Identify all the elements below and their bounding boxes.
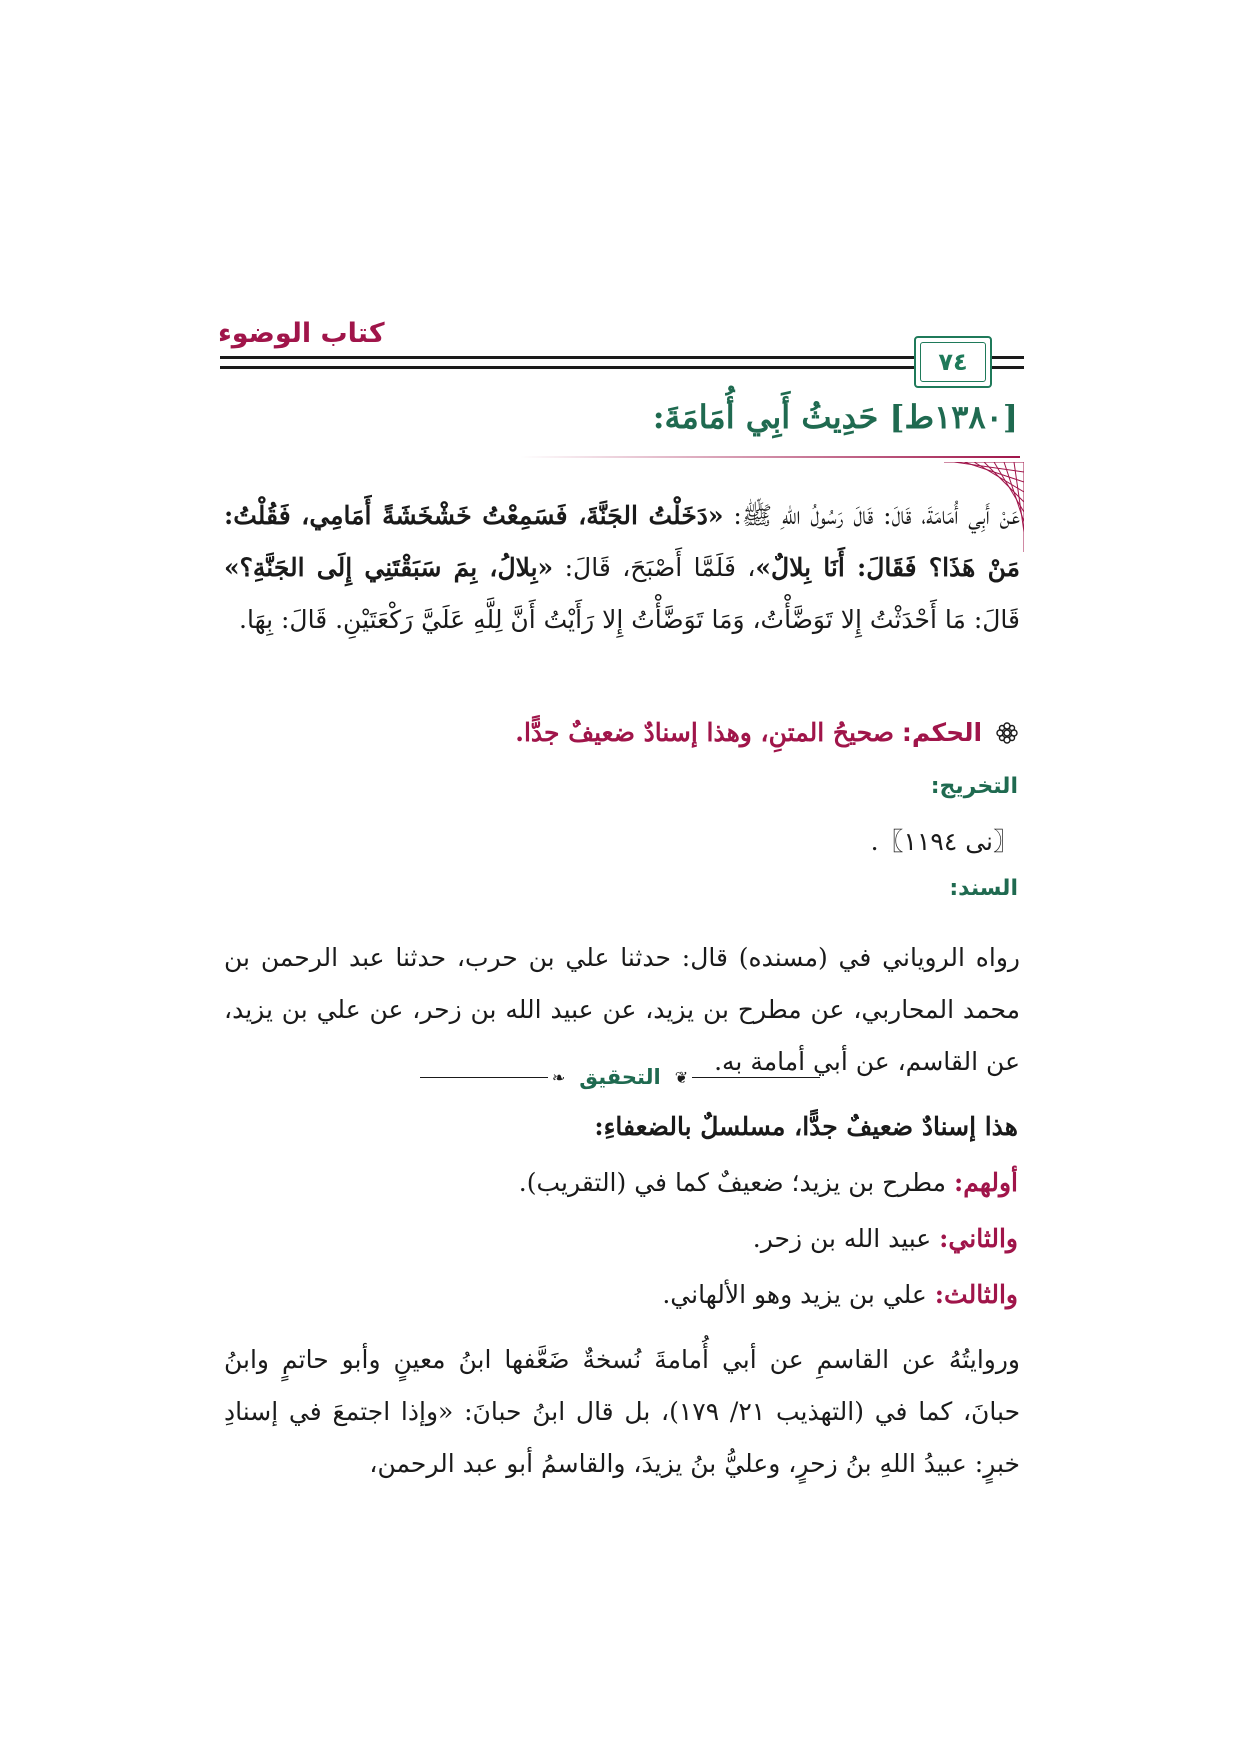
narrator-item <box>519 1168 1018 1197</box>
hadith-text-tail: قَالَ: مَا أَحْدَثْتُ إِلا تَوَضَّأْتُ، وَمَا تَوَضَّأْتُ إِلا رَأَيْتُ أَنَّ لِلَّهِ عَلَيَّ رَكْعَتَيْنِ. قَالَ: بِهَا. <box>239 605 1020 634</box>
tahqiq-heading: التحقيق <box>579 1065 661 1089</box>
narrator-text: علي بن يزيد وهو الألهاني. <box>662 1280 935 1309</box>
page-number-frame <box>914 336 992 388</box>
title-underline <box>520 456 1020 458</box>
narrator-item <box>753 1224 1018 1253</box>
page-number: ٧٤ <box>938 348 968 376</box>
hadith-text-lead: عَنْ أَبِي أُمَامَةَ، قَالَ: قَالَ رَسُولُ اللهِ ﷺ: <box>723 501 1021 530</box>
ruling-line <box>515 718 1018 747</box>
narrator-label: والثالث: <box>934 1280 1018 1309</box>
ruling-value: صحيحُ المتنِ، وهذا إسنادٌ ضعيفٌ جدًّا. <box>515 718 894 747</box>
narrator-label: والثاني: <box>939 1224 1018 1253</box>
hadith-text-mid: ، فَلَمَّا أَصْبَحَ، قَالَ: <box>553 553 756 582</box>
flower-ornament-icon <box>996 722 1018 744</box>
book-title: كتاب الوضوء <box>218 318 385 349</box>
narrator-label: أولهم: <box>953 1168 1018 1197</box>
narrator-text: مطرح بن يزيد؛ ضعيفٌ كما في (التقريب). <box>518 1168 954 1197</box>
takhrij-reference: 〖نى ١١٩٤〗. <box>870 827 1018 856</box>
narrator-item <box>662 1280 1018 1309</box>
hadith-text <box>224 490 1020 646</box>
header-rule <box>990 366 1024 369</box>
tahqiq-intro: هذا إسنادٌ ضعيفٌ جدًّا، مسلسلٌ بالضعفاءِ: <box>594 1112 1018 1141</box>
narrator-text: عبيد الله بن زحر. <box>752 1224 940 1253</box>
header-rule <box>990 356 1024 359</box>
sanad-heading: السند: <box>949 876 1018 901</box>
takhrij-heading: التخريج: <box>930 774 1018 799</box>
sanad-text: رواه الروياني في (مسنده) قال: حدثنا علي بن حرب، حدثنا عبد الرحمن بن محمد المحاربي، عن مطرح بن يزيد، عن عبيد الله بن زحر، عن علي بن يزيد، عن القاسم، عن أبي أمامة به. <box>224 943 1020 1076</box>
divider-line <box>692 1077 820 1078</box>
ruling-label: الحكم: <box>901 718 983 747</box>
hadith-quote-1: «دَخَلْتُ الجَنَّةَ، فَسَمِعْتُ خَشْخَشَةً أَمَامِي، فَقُلْتُ: مَنْ هَذَا؟ فَقَالَ: أَنَا بِلالٌ» <box>224 501 1020 582</box>
hadith-quote-2: «بِلالُ، بِمَ سَبَقْتَنِي إِلَى الجَنَّةِ؟» <box>224 553 554 582</box>
hadith-title: [١٣٨٠ط] حَدِيثُ أَبِي أُمَامَةَ: <box>652 398 1018 436</box>
tahqiq-closing-text: وروايتُهُ عن القاسمِ عن أبي أُمامةَ نُسخةٌ ضَعَّفها ابنُ معينٍ وأبو حاتمٍ وابنُ حبانَ، كما في (التهذيب ٢١/ ١٧٩)، بل قال ابنُ حبانَ: «وإذا اجتمعَ في إسنادِ خبرٍ: عبيدُ اللهِ بنُ زحرٍ، وعليُّ بنُ يزيدَ، والقاسمُ أبو عبد الرحمن، <box>224 1345 1021 1478</box>
divider-ornament-icon: ❧ <box>551 1067 566 1087</box>
header-rule <box>220 366 980 369</box>
tahqiq-divider <box>420 1060 820 1094</box>
divider-line <box>420 1077 548 1078</box>
divider-ornament-icon: ❦ <box>674 1067 689 1087</box>
header-rule <box>220 356 980 359</box>
